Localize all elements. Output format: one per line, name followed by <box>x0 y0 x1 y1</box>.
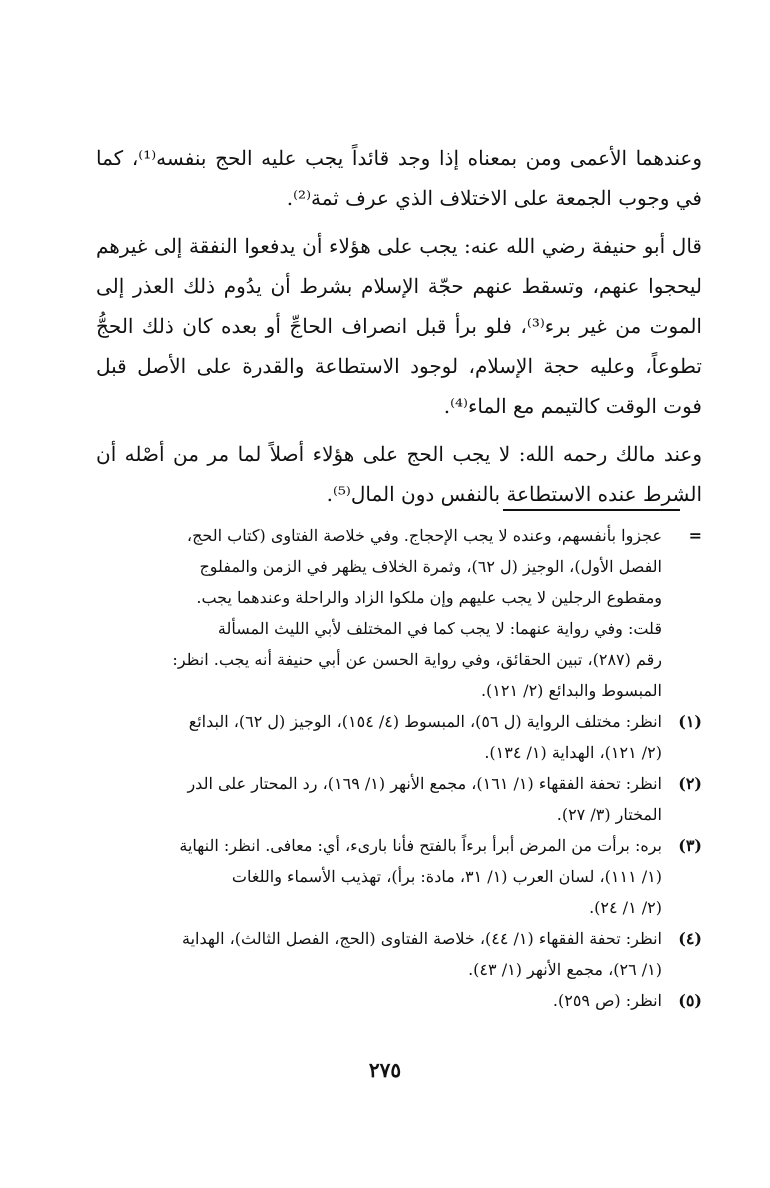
footnote-3 <box>96 830 702 923</box>
footnote-text <box>96 923 662 985</box>
footnote-line: المبسوط والبدائع (٢/ ١٢١). <box>480 681 662 700</box>
footnote-number: (٣) <box>678 836 702 855</box>
footnote-line: (١/ ٢٦)، مجمع الأنهر (١/ ٤٣). <box>468 960 662 979</box>
footnote-line: عجزوا بأنفسهم، وعنده لا يجب الإحجاج. وفي خلاصة الفتاوى (كتاب الحج، <box>186 526 662 545</box>
footnote-4 <box>96 923 702 985</box>
footnote-number: (١) <box>678 712 702 731</box>
footnote-1 <box>96 706 702 768</box>
footnote-line: المختار (٣/ ٢٧). <box>556 805 662 824</box>
footnote-line: الفصل الأول)، الوجيز (ل ٦٢)، وثمرة الخلاف يظهر في الزمن والمفلوج <box>199 557 662 576</box>
footnote-line: بره: برأت من المرض أبرأ برءاً بالفتح فأنا بارىء، أي: معافى. انظر: النهاية <box>179 836 662 855</box>
footnote-line: انظر: (ص ٢٥٩). <box>552 991 662 1010</box>
paragraph-hajj-blind: وعندهما الأعمى ومن بمعناه إذا وجد قائداً يجب عليه الحج بنفسه⁽¹⁾، كما في وجوب الجمعة على الاختلاف الذي عرف ثمة⁽²⁾. <box>96 146 703 210</box>
page-number: ٢٧٥ <box>368 1058 402 1082</box>
footnote-text <box>96 830 662 923</box>
paragraph-abu-hanifa: قال أبو حنيفة رضي الله عنه: يجب على هؤلاء أن يدفعوا النفقة إلى غيرهم ليحجوا عنهم، وتسقط عنهم حجّة الإسلام بشرط أن يدُوم ذلك العذر إلى الموت من غير برء⁽³⁾، فلو برأ قبل انصراف الحاجِّ أو بعده كان ذلك الحجُّ تطوعاً، وعليه حجة الإسلام، لوجود الاستطاعة والقدرة على الأصل قبل فوت الوقت كالتيمم مع الماء⁽⁴⁾. <box>96 234 702 418</box>
continuation-marker: = <box>688 526 702 545</box>
footnote-number: (٢) <box>678 774 702 793</box>
footnote-line: رقم (٢٨٧)، تبين الحقائق، وفي رواية الحسن عن أبي حنيفة أنه يجب. انظر: <box>172 650 662 669</box>
footnote-text <box>96 520 662 706</box>
footnote-number: (٥) <box>678 991 702 1010</box>
footnote-2 <box>96 768 702 830</box>
footnotes <box>96 520 702 1016</box>
footnote-text <box>96 706 662 768</box>
footnote-separator <box>503 509 680 511</box>
footnote-line: (٢/ ١٢١)، الهداية (١/ ١٣٤). <box>484 743 662 762</box>
footnote-number: (٤) <box>678 929 702 948</box>
paragraph-malik: وعند مالك رحمه الله: لا يجب الحج على هؤلاء أصلاً لما مر من أصْله أن الشرط عنده الاستطاعة بالنفس دون المال⁽⁵⁾. <box>96 442 702 506</box>
footnote-line: انظر: تحفة الفقهاء (١/ ١٦١)، مجمع الأنهر (١/ ١٦٩)، رد المحتار على الدر <box>187 774 662 793</box>
footnote-text <box>96 985 662 1016</box>
footnote-line: قلت: وفي رواية عنهما: لا يجب كما في المختلف لأبي الليث المسألة <box>217 619 662 638</box>
footnote-line: انظر: مختلف الرواية (ل ٥٦)، المبسوط (٤/ ١٥٤)، الوجيز (ل ٦٢)، البدائع <box>188 712 662 731</box>
footnote-continuation <box>96 520 702 706</box>
footnote-5 <box>96 985 702 1016</box>
main-text <box>96 138 702 514</box>
footnote-text <box>96 768 662 830</box>
footnote-line: (٢/ ١/ ٢٤). <box>589 898 662 917</box>
footnote-line: انظر: تحفة الفقهاء (١/ ٤٤)، خلاصة الفتاوى (الحج، الفصل الثالث)، الهداية <box>181 929 662 948</box>
footnote-line: (١/ ١١١)، لسان العرب (١/ ٣١، مادة: برأ)، تهذيب الأسماء واللغات <box>231 867 662 886</box>
footnote-line: ومقطوع الرجلين لا يجب عليهم وإن ملكوا الزاد والراحلة وعندهما يجب. <box>196 588 662 607</box>
